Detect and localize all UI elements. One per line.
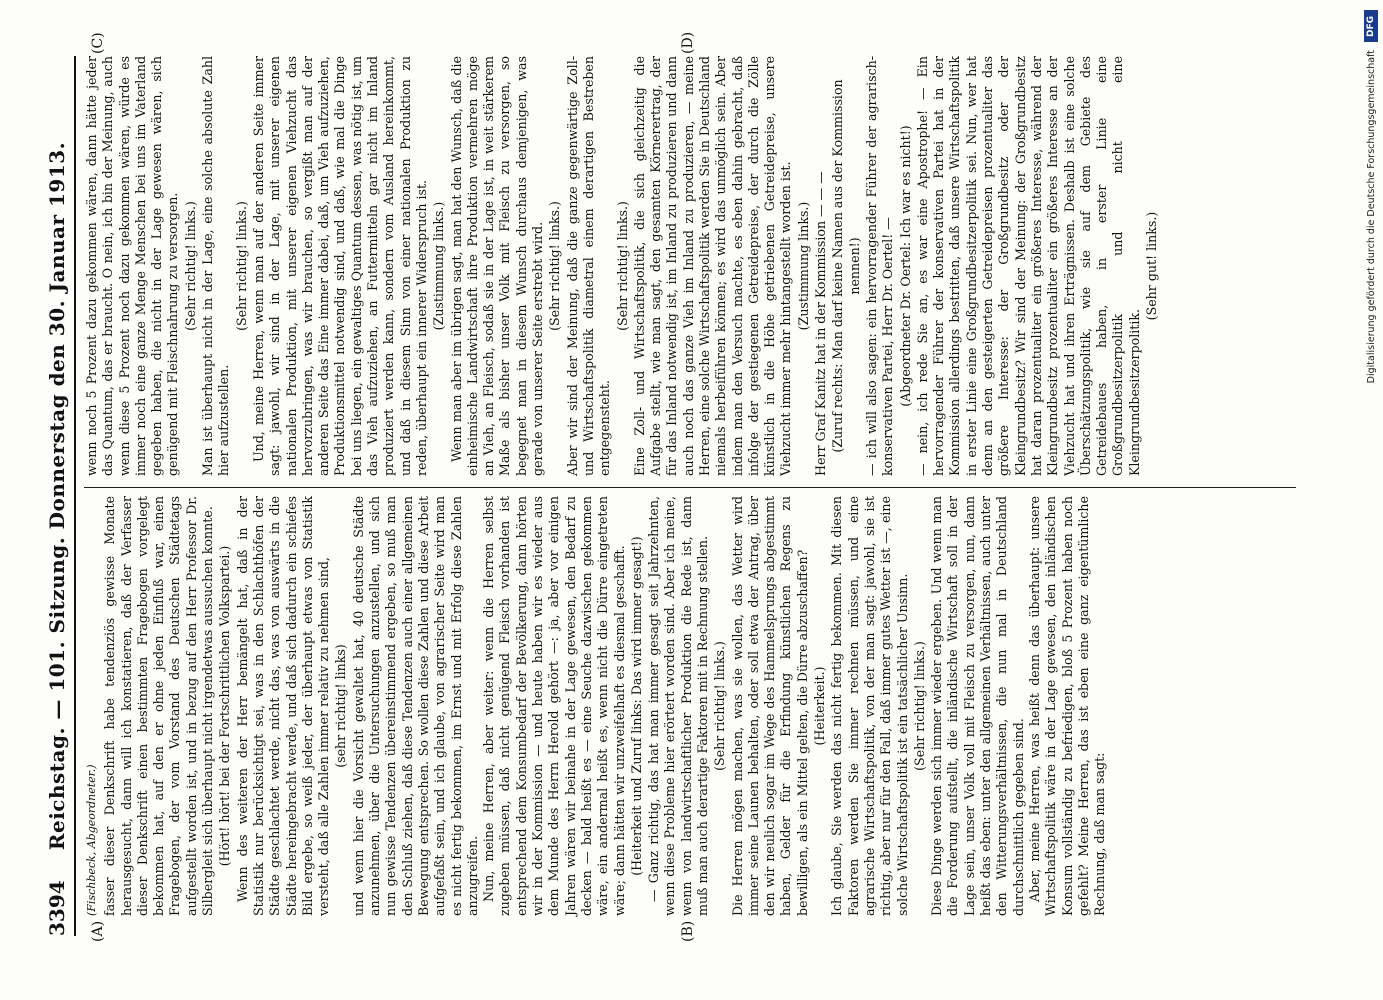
margin-mark-d: (D) <box>680 31 696 54</box>
column-divider <box>84 487 1296 488</box>
speech-paragraph: — Ganz richtig, das hat man immer gesagt seit Jahrzehnten, wenn diese Probleme hier erörtert worden sind. Aber ich meine, wenn von landwirtschaftlicher Produktion die Rede ist, dann muß man auch derartige Faktoren mit in Rechnung stellen. <box>646 496 710 916</box>
right-text-column <box>84 56 1161 476</box>
reaction-line: (Zustimmung links.) <box>795 201 811 331</box>
reaction-line: (Heiterkeit und Zuruf links: Das wird immer gesagt!) <box>628 536 644 876</box>
speech-paragraph: fasser dieser Denkschrift habe tendenziös gewisse Monate herausgesucht, dann will ich konstatieren, daß der Verfasser dieser Denkschrift einen bestimmten Fragebogen vorgelegt bekommen hat, auf den er ohne jeden Einfluß war, einen Fragebogen, der vom Vorstand des Deutschen Städtetags aufgestellt worden ist, und in bezug auf den Herr Professor Dr. Silbergleit sich überhaupt nicht irgendetwas aussuchen konnte. <box>102 496 216 916</box>
reaction-line: (Sehr gut! links.) <box>1144 211 1159 321</box>
reaction-line: (Abgeordneter Dr. Oertel: Ich war es nicht!) <box>897 125 913 407</box>
margin-mark-a: (A) <box>90 920 106 942</box>
speech-paragraph: — ich will also sagen: ein hervorragender Führer der agrarisch-konservativen Partei, Herr Dr. Oertel! — <box>863 56 896 476</box>
reaction-line: (Hört! hört! bei der Fortschrittlichen Volkspartei.) <box>217 545 233 867</box>
reaction-line: (Sehr richtig! links.) <box>712 641 728 771</box>
reaction-line: (Sehr richtig! links.) <box>233 201 249 331</box>
margin-mark-c: (C) <box>90 32 106 54</box>
speech-paragraph: — nein, ich rede Sie an, es war eine Apostrophe! — Ein hervorragender Führer der konservativen Partei hat in der Kommission allerdings bestritten, daß unsere Wirtschaftspolitik in erster Linie eine Großgrundbesitzerpolitik sei. Nun, wer hat denn an den gesteigerten Getreidepreisen prozentualiter das größere Interesse: der Großgrundbesitz oder der Kleingrundbesitz? Wir sind der Meinung: der Großgrundbesitz hat daran prozentualiter ein größeres Interesse, während der Kleingrundbesitz prozentualiter ein größeres Interesse an der Viehzucht hat und ihren Erträgnissen. Deshalb ist eine solche Überschätzungspolitik, wie sie auf dem Gebiete des Getreidebaues haben, in erster Linie eine Großgrundbesitzerpolitik und nicht eine Kleingrundbesitzerpolitik. <box>914 56 1142 476</box>
reaction-line: (Sehr richtig! links.) <box>182 201 198 331</box>
speech-paragraph: Nun, meine Herren, aber weiter: wenn die Herren selbst zugeben müssen, daß nicht genügend Fleisch vorhanden ist entsprechend dem Konsumbedarf der Bevölkerung, dann hörten wir in der Kommission — und heute haben wir es wieder aus dem Munde des Herrn Herold gehört —: ja, aber vor einigen Jahren wären wir beinahe in der Lage gewesen, den Bedarf zu decken — bald heißt es — eine Seuche dazwischen gekommen wäre, ein andermal heißt es, wenn nicht die Dürre eingetreten wäre; dann hätten wir unzweifelhaft es diesmal geschafft. <box>481 496 627 916</box>
reaction-line: (Sehr richtig! links.) <box>547 201 563 331</box>
running-title: Reichstag. — 101. Sitzung. Donnerstag den 30. Januar 1913. <box>45 141 69 851</box>
reaction-line: (Sehr richtig! links.) <box>614 201 630 331</box>
speech-paragraph: Wenn man aber im übrigen sagt, man hat den Wunsch, daß die einheimische Landwirtschaft ihre Produktion vermehren möge an Vieh, an Fleisch, sodaß sie in der Lage ist, in weit stärkerem Maße als bisher unser Volk mit Fleisch zu versorgen, so begegnet man in diesem Wunsch durchaus demjenigen, was gerade von unserer Seite erstrebt wird. <box>448 56 546 476</box>
speech-paragraph: Und, meine Herren, wenn man auf der anderen Seite immer sagt: jawohl, wir sind in der Lage, mit unserer eigenen nationalen Produktion, mit unserer eigenen Viehzucht das hervorzubringen, was wir brauchen, so vergißt man auf der anderen Seite das Eine immer dabei, daß, um Vieh aufzuziehen, Produktionsmittel notwendig sind, und daß, wie mal die Dinge bei uns liegen, ein gewaltiges Quantum dessen, was nötig ist, um das Vieh aufzuziehen, an Futtermitteln gar nicht im Inland produziert werden kann, sondern vom Ausland hereinkommt, und daß in diesem Sinn von einer nationalen Produktion zu reden, überhaupt ein innerer Widerspruch ist. <box>250 56 429 476</box>
reaction-line: (Heiterkeit.) <box>812 666 828 746</box>
speech-paragraph: Aber, meine Herren, was heißt denn das überhaupt: unsere Wirtschaftspolitik wäre in der Lage gewesen, den inländischen Konsum vollständig zu befriedigen, bloß 5 Prozent haben noch gefehlt? Meine Herren, das ist eben eine ganz eigentümliche Rechnung, daß man sagt: <box>1026 496 1108 916</box>
speech-paragraph: wenn noch 5 Prozent dazu gekommen wären, dann hätte jeder das Quantum, das er braucht. O nein, ich bin der Meinung, auch wenn diese 5 Prozent noch dazu gekommen wären, würde es immer noch eine ganze Menge Menschen bei uns im Vaterland gegeben haben, die nicht in der Lage gewesen wären, sich genügend mit Fleischnahrung zu versorgen. <box>84 56 181 476</box>
speech-paragraph: Wenn des weiteren der Herr bemängelt hat, daß in der Statistik nur berücksichtigt sei, was in den Schlachthöfen der Städte geschlachtet werde, nicht das, was von auswärts in die Städte hereingebracht werde, und daß sich dadurch ein schiefes Bild ergebe, so weiß jeder, der überhaupt etwas von Statistik versteht, daß alle Zahlen immer relativ zu nehmen sind, <box>234 496 332 916</box>
speech-paragraph: Diese Dinge werden sich immer wieder ergeben. Und wenn man die Forderung aufstellt, die inländische Wirtschaft soll in der Lage sein, unser Volk voll mit Fleisch zu versorgen, nun, dann heißt das eben: unter den allgemeinen Verhältnissen, auch unter den Witterungsverhältnissen, die nun mal in Deutschland durchschnittlich gegeben sind. <box>929 496 1026 916</box>
speech-paragraph: Die Herren mögen machen, was sie wollen, das Wetter wird immer seine Launen behalten, oder soll etwa der Antrag, über den wir neulich sogar im Wege des Hammelsprungs abgestimmt haben, Gelder für die Erfindung künstlichen Regens zu bewilligen, als ein Mittel gelten, die Dürre abzuschaffen? <box>729 496 810 916</box>
page-header <box>40 56 76 936</box>
credit-text: Digitalisierung gefördert durch die Deutsche Forschungsgemeinschaft <box>1365 50 1377 384</box>
reaction-line: (sehr richtig! links) <box>333 644 349 768</box>
speaker-tag: (Fischbeck, Abgeordneter.) <box>85 764 98 916</box>
page-number: 3394 <box>45 880 69 936</box>
margin-mark-b: (B) <box>680 920 696 942</box>
reaction-line: (Sehr richtig! links.) <box>911 641 927 771</box>
reaction-line: (Zuruf rechts: Man darf keine Namen aus der Kommission nennen!) <box>830 79 862 453</box>
digitization-credit <box>1363 10 1379 990</box>
speech-paragraph: Ich glaube, Sie werden das nicht fertig bekommen. Mit diesen Faktoren werden Sie immer rechnen müssen, und eine agrarische Wirtschaftspolitik, von der man sagt: jawohl, sie ist richtig, aber nur für den Fall, daß immer gutes Wetter ist —, eine solche Wirtschaftspolitik ist ein tatsächlicher Unsinn. <box>829 496 910 916</box>
speech-paragraph: und wenn hier die Vorsicht gewaltet hat, 40 deutsche Städte anzunehmen, über die Untersuchungen anzustellen, und sich nun gewisse Tendenzen übereinstimmend ergeben, so muß man den Schluß ziehen, daß diese Tendenzen auch einer allgemeinen Bewegung entsprechen. So wollen diese Zahlen und diese Arbeit aufgefaßt sein, und ich glaube, von agrarischer Seite wird man es nicht fertig bekommen, im Ernst und mit Erfolg diese Zahlen anzugreifen. <box>350 496 480 916</box>
left-text-column <box>84 496 1108 916</box>
dfg-logo: DFG <box>1364 10 1378 42</box>
speech-paragraph: Aber wir sind der Meinung, daß die ganze gegenwärtige Zoll- und Wirtschaftspolitik diametral einem derartigen Bestreben entgegensteht. <box>564 56 613 476</box>
speech-paragraph: Man ist überhaupt nicht in der Lage, eine solche absolute Zahl hier aufzustellen. <box>200 56 232 476</box>
speech-paragraph: Eine Zoll- und Wirtschaftspolitik, die sich gleichzeitig die Aufgabe stellt, wie man sagt, den gesamten Körnerertrag, der für das Inland notwendig ist, im Inland zu produzieren und dann auch noch das ganze Vieh im Inland zu produzieren, — meine Herren, eine solche Wirtschaftspolitik werden Sie in Deutschland niemals herbeiführen können; es wird das unmöglich sein. Aber indem man den Versuch machte, es eben dahin gebracht, daß infolge der gestiegenen Getreidepreise, der durch die Zölle künstlich in die Höhe getriebenen Getreidepreise, unsere Viehzucht immer mehr hintangestellt worden ist. <box>631 56 794 476</box>
speech-paragraph: Herr Graf Kanitz hat in der Kommission — — — <box>813 171 829 476</box>
reaction-line: (Zustimmung links.) <box>431 201 447 331</box>
